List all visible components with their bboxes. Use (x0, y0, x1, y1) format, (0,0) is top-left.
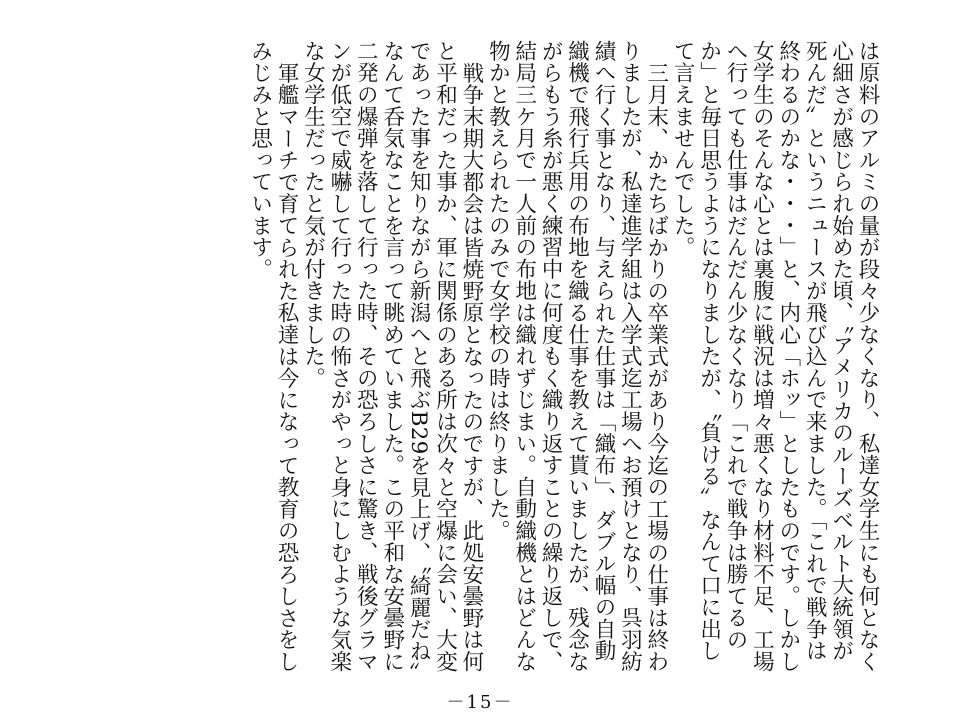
paragraph-2: 三月末、かたちばかりの卒業式があり今迄の工場の仕事は終わりましたが、私達進学組は入学式迄工場へお預けとなり、呉羽紡績へ行く事となり、与えられた仕事は「織布」、ダブル幅の自動織機で飛行兵用の布地を織る仕事を教えて貰いましたが、残念ながらもう糸が悪く練習中に何度もく織り返すことの繰り返しで、結局三ケ月で一人前の布地は織れずじまい。自動織機とはどんな物かと教えられたのみで女学校の時は終りました。 (485, 40, 669, 673)
paragraph-3: 戦争末期大都会は皆焼野原となったのですが、此処安曇野は何と平和だった事か、軍に関係のある所は次々と空爆に会い、大変であった事を知りながら新潟へと飛ぶB29を見上げ、〝綺麗だね〟なんて呑気なことを言って眺めていました。この平和な安曇野に二発の爆弾を落して行った時、その恐ろしさに驚き、戦後グラマンが低空で威嚇して行った時の怖さがやっと身にしむような気楽な女学生だったと気が付きました。 (300, 40, 484, 673)
paragraph-4: 軍艦マーチで育てられた私達は今になって教育の恐ろしさをしみじみと思っています。 (247, 40, 300, 672)
vertical-text-body (220, 40, 880, 680)
paragraph-1: は原料のアルミの量が段々少なくなり、私達女学生にも何となく心細さが感じられ始めた頃、〝アメリカのルーズベルト大統領が死んだ〟というニュースが飛び込んで来ました。「これで戦争は終わるのかな・・・」と、内心「ホッ」としたものです。しかし女学生のそんな心とは裏腹に戦況は増々悪くなり材料不足、工場へ行っても仕事はだんだん少なくなり「これで戦争は勝てるのか」と毎日思うようになりましたが、〝負ける〟なんて口に出して言えませんでした。 (670, 40, 880, 673)
page-number: －15－ (446, 692, 514, 713)
